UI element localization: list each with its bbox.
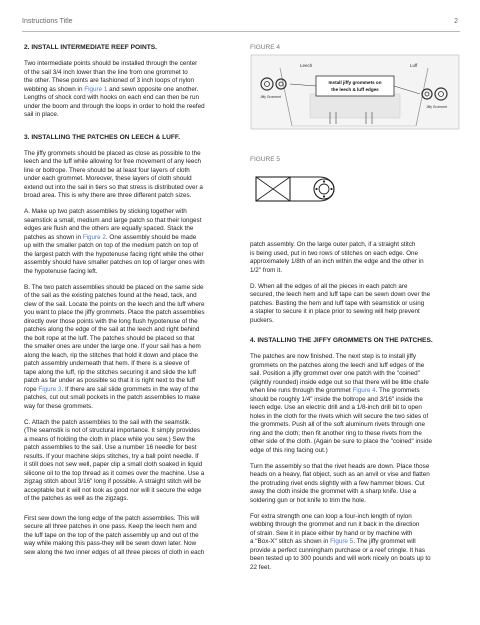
section-4-paragraph-3 [250, 513, 465, 573]
text-line: Lengths of shock cord with hooks on each end can then be run [24, 94, 200, 102]
header-rule [22, 31, 460, 32]
text-run: webbing as shown in [24, 85, 85, 93]
text-line: assembly should have smaller patches on top of larger ones with [24, 259, 205, 267]
text-line: patch assembly underneath that hem. If there is a sleeve of [24, 360, 190, 368]
text-line: under each grommet. Moreover, these layers of cloth should [24, 175, 192, 183]
text-line: approximately 1/8th of an inch within the edge and the other in [250, 258, 424, 265]
text-line: acceptable but it will not look as good nor will it secure the edge [24, 486, 202, 494]
section-4-paragraph-1 [250, 353, 465, 455]
text-line: up with the smaller patch on top of the medium patch on top of [24, 242, 198, 250]
text-line: For extra strength one can loop a four-inch length of nylon [250, 512, 412, 520]
text-line: it still does not sew well, paper clip a small cloth soaked in liquid [24, 461, 203, 469]
text-run: . The jiffy grommet will [353, 538, 416, 546]
text-line: sail in place. [24, 111, 59, 119]
left-column [24, 44, 239, 565]
text-line: extend out into the sail in tiers so that stress is distributed over a [24, 183, 203, 191]
text-line: of the sail as the existing patches found at the head, tack, and [24, 292, 197, 300]
text-line: of strain. Sew it in place either by hand or by machine with [250, 529, 413, 537]
text-line: away the cloth inside the grommet with a sharp knife. Use a [250, 488, 417, 496]
figure-5-drawing [254, 170, 350, 208]
figure-4-drawing [250, 54, 460, 130]
text-run: patches as shown in [24, 233, 83, 241]
text-line: leech edge. Use an electric drill and a 1/8-inch drill bit to open [250, 404, 422, 412]
text-line: patch assembly. On the large outer patch, if a straight stitch [250, 241, 416, 248]
text-run: rope [24, 385, 39, 393]
text-line: results. If your machine skips stitches, try a ball point needle. If [24, 452, 199, 460]
text-run: . If there are sail slide grommets in the way of the [61, 385, 199, 393]
text-line: of the sail 3/4 inch lower than the line from one grommet to [24, 68, 188, 76]
text-line: leech and the luff while allowing for free movement of any leech [24, 158, 201, 166]
text-line: puckers. [250, 316, 274, 324]
text-line: edges are flush and the others are equally spaced. Stack the [24, 225, 194, 233]
section-2-body [24, 60, 239, 120]
header-title: Instructions Title [22, 18, 73, 25]
right-grommet-tag: Jiffy Grommet [426, 105, 448, 109]
page-number: 2 [454, 18, 458, 25]
figure-5-title: FIGURE 5 [250, 156, 280, 163]
text-line: patches along the edge of the sail at the leech and right behind [24, 326, 200, 334]
text-run: a "Box-X" stitch as shown in [250, 538, 331, 546]
text-line: 22 feet. [250, 563, 272, 571]
callout-line-2: the leech & luff edges [331, 87, 379, 92]
left-grommet-tag: Jiffy Grommet [260, 95, 282, 99]
leech-label: Leech [300, 63, 313, 68]
paragraph-b [24, 284, 239, 412]
text-line: zigzag stitch about 3/16" long if possible. A straight stitch will be [24, 478, 201, 486]
text-line: silicone oil to the top thread as it comes over the machine. Use a [24, 469, 205, 477]
section-2-heading: 2. INSTALL INTERMEDIATE REEF POINTS. [24, 44, 157, 51]
text-line: Two intermediate points should be installed through the center [24, 60, 198, 68]
text-line: line or boltrope. There should be at least four layers of cloth [24, 166, 190, 174]
text-line: a means of holding the cloth in place while you sew.) Sew the [24, 435, 196, 443]
text-line: sail. Position a jiffy grommet over one patch with the "coined" [250, 370, 420, 378]
text-line: patches, cut out small pockets in the patch assemblies to make [24, 394, 201, 402]
text-line: holes in the cloth for the rivets which will secure the two sides of [250, 412, 429, 420]
text-line: First sew down the long edge of the patch assemblies. This will [24, 514, 200, 522]
text-line: under the boom and through the loops in order to hold the reefed [24, 102, 205, 110]
text-line: secured, the leech hem and luff tape can be sewn down over the [250, 291, 431, 299]
figure-4-title: FIGURE 4 [250, 44, 280, 51]
text-run: and sewn opposite one another. [107, 85, 199, 93]
text-line: sew along the two inner edges of all three pieces of cloth in each [24, 548, 205, 556]
text-line: you want to place the jiffy grommets. Place the patch assemblies [24, 309, 205, 317]
text-line: webbing through the grommet and run it back in the direction [250, 521, 420, 529]
text-line: clew of the sail. Locate the points on the leech and the luff where [24, 300, 205, 308]
figure-reference: Figure 1 [84, 85, 108, 93]
text-line: B. The two patch assemblies should be placed on the same side [24, 283, 204, 291]
text-line: patch as far under as possible so that it is right next to the luff [24, 377, 196, 385]
figure-reference: Figure 4 [352, 387, 376, 395]
text-line: other side of the cloth. (Again be sure to place the "coined" inside [250, 438, 432, 446]
text-line: the luff tape on the top of the patch assembly up and out of the [24, 531, 199, 539]
text-line: the other. These points are fashioned of 3 inch loops of nylon [24, 77, 195, 85]
paragraph-first-sew [24, 515, 239, 558]
text-line: the smaller ones are under the large one. If your sail has a hem [24, 343, 201, 351]
text-line: directly over those points with the long flush hypotenuse of the [24, 317, 198, 325]
text-line: soldering gun or hot knife to trim the hole. [250, 496, 366, 504]
text-line: the bolt rope at the luff. The patches should be placed so that [24, 334, 195, 342]
text-line: heads on a heavy, flat object, such as an anvil or vise and flatten [250, 471, 430, 479]
text-line: (The seamstik is not of structural importance. It simply provides [24, 427, 201, 435]
text-line: The patches are now finished. The next step is to install jiffy [250, 353, 417, 361]
text-line: way for these grommets. [24, 402, 93, 410]
text-line: should be roughly 1/4" inside the boltrope and 3/16" inside the [250, 395, 423, 403]
callout-line-1: Install jiffy grommets on [328, 80, 382, 85]
text-line: of the patches as well as the zigzags. [24, 495, 129, 503]
text-run: . One assembly should be made [105, 233, 197, 241]
text-line: way while making this pass-they will be sewn down later. Now [24, 540, 197, 548]
text-line: the protruding rivet ends slightly with a few hammer blows. Cut [250, 479, 425, 487]
text-line: D. When all the edges of all the pieces in each patch are [250, 282, 408, 290]
figure-reference: Figure 5 [330, 538, 354, 546]
text-line: A. Make up two patch assemblies by sticking together with [24, 208, 187, 216]
figure-reference: Figure 2 [82, 233, 106, 241]
text-line: the grommets. Push all of the soft aluminum rivets through one [250, 421, 425, 429]
text-line: secure all three patches in one pass. Keep the leech hem and [24, 523, 197, 531]
text-line: been tested up to 300 pounds and will work nicely on boats up to [250, 555, 431, 563]
text-line: is being used, put in two rows of stitches on each edge. One [250, 249, 419, 257]
paragraph-c [24, 419, 239, 504]
text-line: The jiffy grommets should be placed as close as possible to the [24, 149, 201, 157]
text-line: C. Attach the patch assemblies to the sail with the seamstik. [24, 418, 191, 426]
text-line: broad area. This is why there are three different patch sizes. [24, 192, 192, 200]
grommet-icon [314, 179, 334, 199]
text-line: along the leach, rip the stitches that hold it down and place the [24, 351, 198, 359]
text-line: a stapler to secure it in place prior to sewing will help prevent [250, 308, 420, 316]
section-3-heading: 3. INSTALLING THE PATCHES ON LEECH & LUFF. [24, 133, 181, 141]
text-line: patch assemblies to the sail. Use a number 16 needle for best [24, 444, 197, 452]
text-line: edge of this ring facing out.) [250, 446, 328, 454]
luff-label: Luff [410, 63, 418, 68]
text-line: 1/2" from it. [250, 266, 282, 274]
section-3-intro [24, 150, 239, 201]
paragraph-a [24, 208, 239, 276]
text-run: when line runs through the grommet [250, 387, 353, 395]
text-line: provide a perfect cunningham purchase or a reef cringle. It has [250, 546, 426, 554]
text-run: . The grommets [375, 387, 420, 395]
text-line: seamstick a small, medium and large patch so that their longest [24, 216, 202, 224]
text-line: the largest patch with the hypotenuse facing right while the other [24, 250, 204, 258]
text-line: Turn the assembly so that the rivet heads are down. Place those [250, 462, 430, 470]
text-line: ring and the cloth; then fit another ring to these rivets from the [250, 429, 422, 437]
figure-reference: Figure 3 [38, 385, 62, 393]
text-line: patches. Basting the hem and luff tape with seamstick or using [250, 299, 425, 307]
text-line: (slightly rounded) inside edge out so that there will be little chafe [250, 378, 429, 386]
text-line: tape along the luff, rip the stitches securing it and slide the luff [24, 368, 196, 376]
section-4-heading: 4. INSTALLING THE JIFFY GROMMETS ON THE PATCHES. [250, 337, 433, 345]
paragraph-continued [250, 241, 465, 275]
text-line: grommets on the patches along the leech and luff edges of the [250, 361, 425, 369]
right-column [250, 241, 465, 580]
section-4-paragraph-2 [250, 463, 465, 506]
paragraph-d [250, 283, 465, 326]
text-line: the hypotenuse facing left. [24, 267, 98, 275]
